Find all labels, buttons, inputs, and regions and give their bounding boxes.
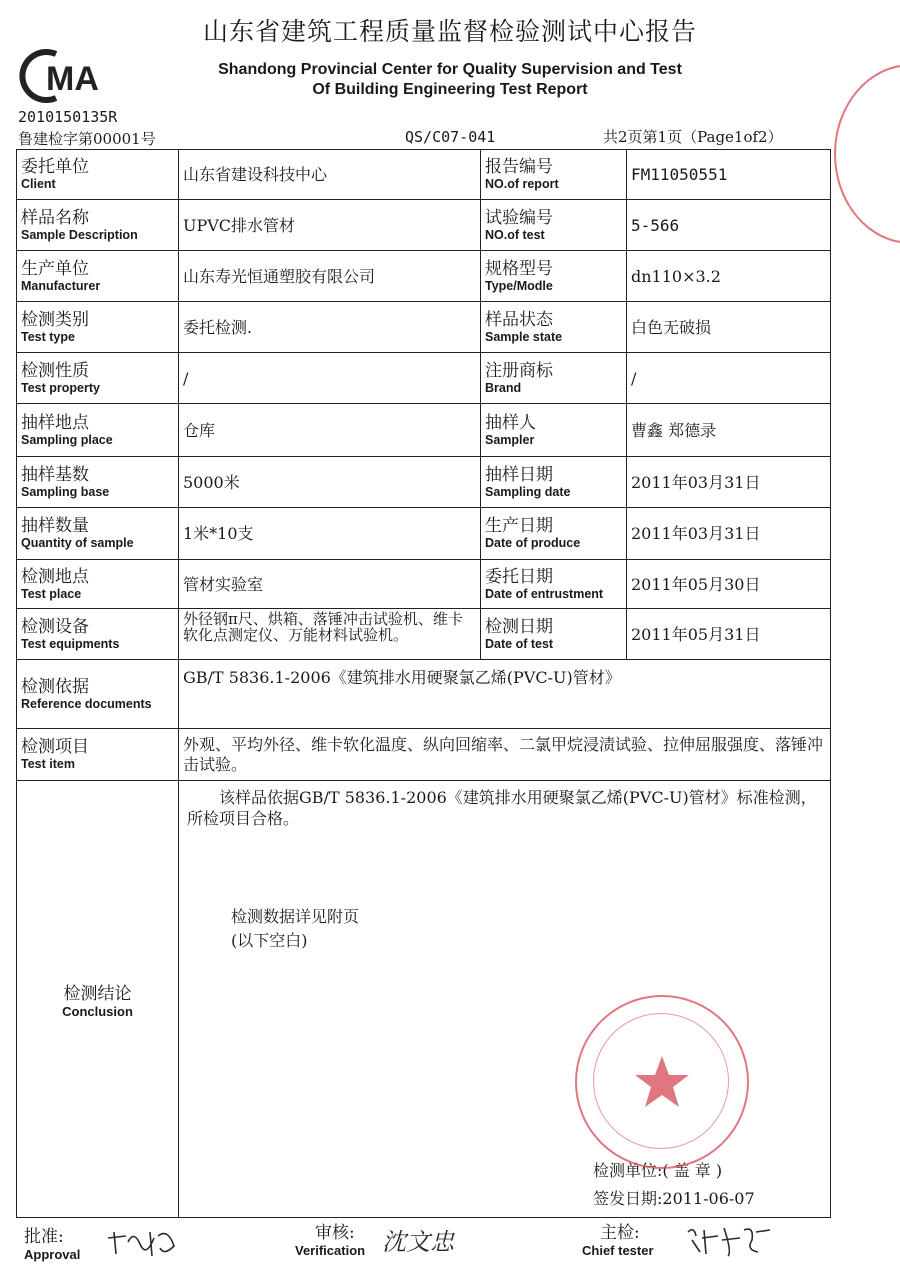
conclusion-notes xyxy=(231,905,359,953)
type-model-label: 规格型号 Type/Modle xyxy=(481,251,627,302)
report-no-label: 报告编号 NO.of report xyxy=(481,150,627,200)
reference-value: GB/T 5836.1-2006《建筑排水用硬聚氯乙烯(PVC-U)管材》 xyxy=(179,660,831,729)
quantity-value: 1米*10支 xyxy=(179,508,481,560)
test-place-value: 管材实验室 xyxy=(179,560,481,609)
sampler-label: 抽样人 Sampler xyxy=(481,404,627,457)
type-model-value: dn110×3.2 xyxy=(627,251,831,302)
document-code: QS/C07-041 xyxy=(405,128,496,146)
conclusion-cell xyxy=(179,781,831,1218)
stamp-star-icon xyxy=(632,1052,692,1112)
sampling-place-value: 仓库 xyxy=(179,404,481,457)
report-no-value: FM11050551 xyxy=(627,150,831,200)
approval-label: 批准: Approval xyxy=(24,1227,81,1262)
table-row xyxy=(17,302,831,353)
sampling-date-label: 抽样日期 Sampling date xyxy=(481,457,627,508)
table-row xyxy=(17,660,831,729)
test-type-value: 委托检测. xyxy=(179,302,481,353)
produce-date-label: 生产日期 Date of produce xyxy=(481,508,627,560)
report-title-cn: 山东省建筑工程质量监督检验测试中心报告 xyxy=(202,17,697,46)
chief-tester-label: 主检: Chief tester xyxy=(582,1223,654,1258)
table-row xyxy=(17,251,831,302)
conclusion-note-blank: (以下空白) xyxy=(231,931,308,950)
client-label: 委托单位 Client xyxy=(17,150,179,200)
cma-logo-text: MA xyxy=(46,60,99,98)
cma-logo-icon xyxy=(16,48,112,104)
table-row xyxy=(17,729,831,781)
verification-label: 审核: Verification xyxy=(295,1223,366,1258)
sampler-value: 曹鑫 郑德录 xyxy=(627,404,831,457)
sample-state-label: 样品状态 Sample state xyxy=(481,302,627,353)
client-value: 山东省建设科技中心 xyxy=(179,150,481,200)
verifier-signature: 沈文忠 xyxy=(382,1228,454,1256)
edge-stamp-icon xyxy=(834,64,900,244)
table-row xyxy=(17,200,831,251)
test-property-label: 检测性质 Test property xyxy=(17,353,179,404)
sampling-date-value: 2011年03月31日 xyxy=(627,457,831,508)
conclusion-label: 检测结论 Conclusion xyxy=(17,781,179,1218)
sample-desc-value: UPVC排水管材 xyxy=(179,200,481,251)
test-no-value: 5-566 xyxy=(627,200,831,251)
entrust-date-value: 2011年05月30日 xyxy=(627,560,831,609)
test-date-value: 2011年05月31日 xyxy=(627,609,831,660)
manufacturer-value: 山东寿光恒通塑胶有限公司 xyxy=(179,251,481,302)
chief-tester-signature xyxy=(684,1222,774,1264)
conclusion-text: 该样品依据GB/T 5836.1-2006《建筑排水用硬聚氯乙烯(PVC-U)管材》标准检测，所检项目合格。 xyxy=(187,788,817,828)
issue-date: 签发日期:2011-06-07 xyxy=(593,1189,755,1208)
test-no-label: 试验编号 NO.of test xyxy=(481,200,627,251)
equipment-value: 外径钢π尺、烘箱、落锤冲击试验机、维卡软化点测定仪、万能材料试验机。 xyxy=(179,609,481,660)
conclusion-note-data: 检测数据详见附页 xyxy=(231,907,360,926)
sample-state-value: 白色无破损 xyxy=(627,302,831,353)
test-date-label: 检测日期 Date of test xyxy=(481,609,627,660)
test-item-label: 检测项目 Test item xyxy=(17,729,179,781)
registration-number: 鲁建检字第00001号 xyxy=(18,130,156,148)
brand-label: 注册商标 Brand xyxy=(481,353,627,404)
quantity-label: 抽样数量 Quantity of sample xyxy=(17,508,179,560)
test-type-label: 检测类别 Test type xyxy=(17,302,179,353)
table-row xyxy=(17,457,831,508)
table-row xyxy=(17,508,831,560)
reference-label: 检测依据 Reference documents xyxy=(17,660,179,729)
brand-value: / xyxy=(627,353,831,404)
sample-desc-label: 样品名称 Sample Description xyxy=(17,200,179,251)
table-row xyxy=(17,560,831,609)
report-title-en-line2: Of Building Engineering Test Report xyxy=(312,81,588,98)
test-place-label: 检测地点 Test place xyxy=(17,560,179,609)
report-title-en xyxy=(170,60,730,100)
entrust-date-label: 委托日期 Date of entrustment xyxy=(481,560,627,609)
cert-number: 2010150135R xyxy=(18,108,118,126)
table-row xyxy=(17,353,831,404)
test-item-value: 外观、平均外径、维卡软化温度、纵向回缩率、二氯甲烷浸渍试验、拉伸屈服强度、落锤冲击试验。 xyxy=(179,729,831,781)
table-row xyxy=(17,404,831,457)
report-title-en-line1: Shandong Provincial Center for Quality Supervision and Test xyxy=(218,61,682,78)
table-row xyxy=(17,150,831,200)
sampling-place-label: 抽样地点 Sampling place xyxy=(17,404,179,457)
sampling-base-label: 抽样基数 Sampling base xyxy=(17,457,179,508)
produce-date-value: 2011年03月31日 xyxy=(627,508,831,560)
test-property-value: / xyxy=(179,353,481,404)
page-info: 共2页第1页（Page1of2） xyxy=(603,128,783,146)
approval-signature xyxy=(104,1226,184,1266)
testing-unit: 检测单位:( 盖 章 ) xyxy=(593,1161,723,1180)
official-stamp-icon xyxy=(575,995,749,1169)
equipment-label: 检测设备 Test equipments xyxy=(17,609,179,660)
manufacturer-label: 生产单位 Manufacturer xyxy=(17,251,179,302)
sampling-base-value: 5000米 xyxy=(179,457,481,508)
table-row xyxy=(17,609,831,660)
